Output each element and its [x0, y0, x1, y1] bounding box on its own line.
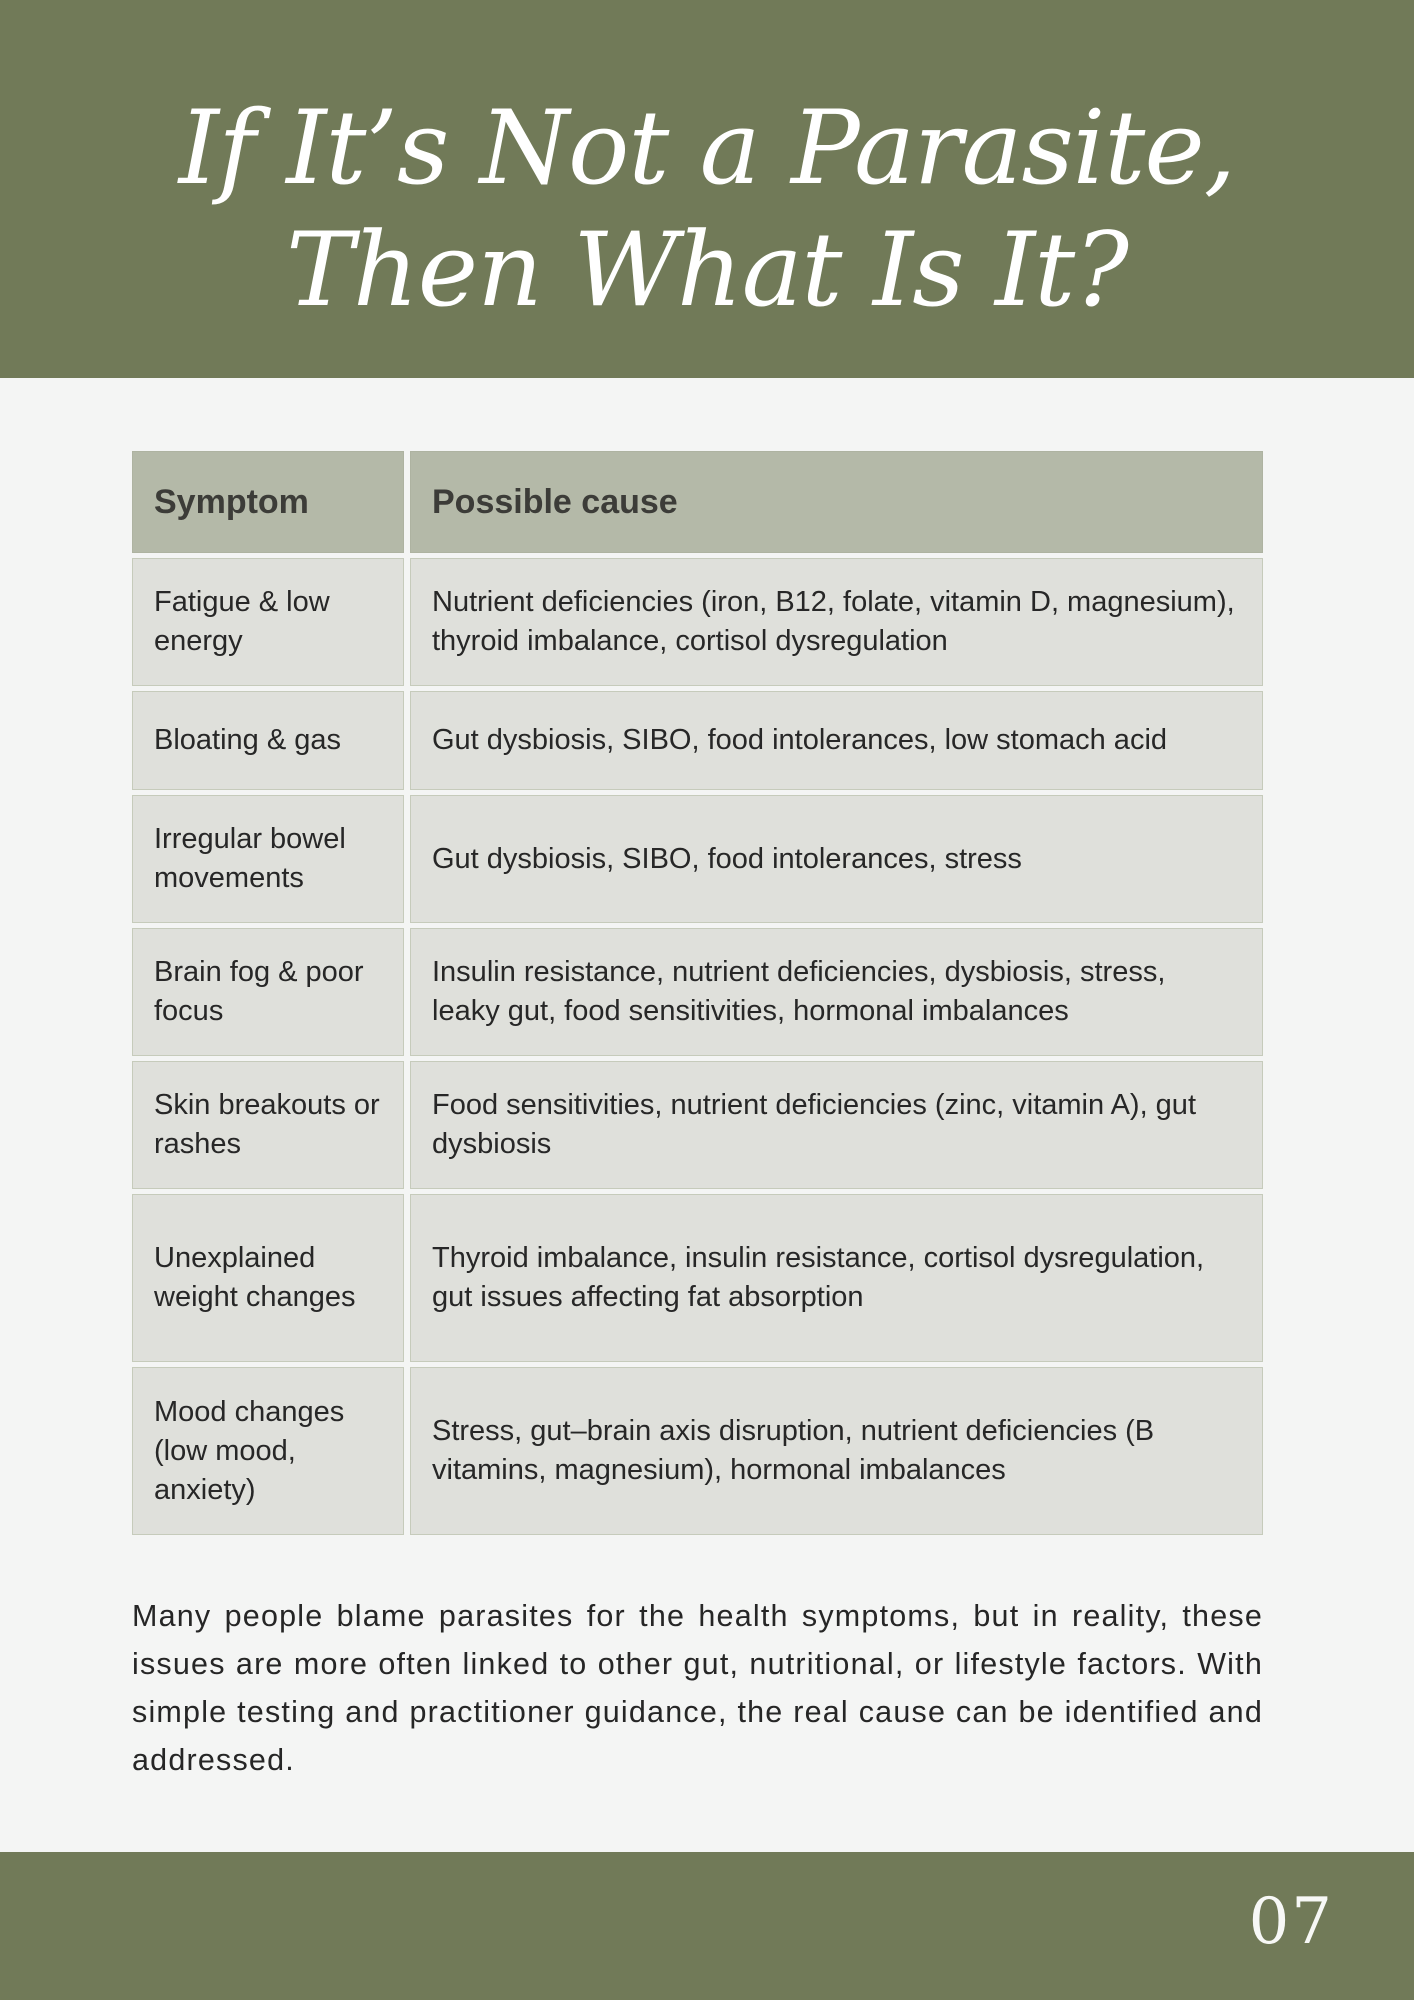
cause-cell: Thyroid imbalance, insulin resistance, cortisol dysregulation, gut issues affecting fat absorption [410, 1194, 1263, 1362]
header-possible-cause: Possible cause [410, 451, 1263, 553]
symptom-cell: Bloating & gas [132, 691, 404, 790]
cause-cell: Insulin resistance, nutrient deficiencies, dysbiosis, stress, leaky gut, food sensitivities, hormonal imbalances [410, 928, 1263, 1056]
table-row [132, 1194, 1263, 1362]
cause-cell: Food sensitivities, nutrient deficiencies (zinc, vitamin A), gut dysbiosis [410, 1061, 1263, 1189]
title-line-1: If It’s Not a Parasite, [178, 89, 1236, 208]
table-row [132, 1367, 1263, 1535]
symptom-table [132, 451, 1263, 1540]
symptom-cell: Skin breakouts or rashes [132, 1061, 404, 1189]
page-number: 07 [1248, 1885, 1334, 1959]
symptom-cell: Irregular bowel movements [132, 795, 404, 923]
header-banner [0, 0, 1414, 378]
symptom-cell: Mood changes (low mood, anxiety) [132, 1367, 404, 1535]
symptom-cell: Unexplained weight changes [132, 1194, 404, 1362]
page-title [0, 88, 1414, 332]
table-row [132, 795, 1263, 923]
table-row [132, 691, 1263, 790]
summary-paragraph: Many people blame parasites for the health symptoms, but in reality, these issues are more often linked to other gut, nutritional, or lifestyle factors. With simple testing and practitioner guidance, the real cause can be identified and addressed. [132, 1599, 1263, 1777]
table-row [132, 1061, 1263, 1189]
table-row [132, 928, 1263, 1056]
table-row [132, 558, 1263, 686]
table-header-row [132, 451, 1263, 553]
footer-banner [0, 1852, 1414, 2000]
header-symptom: Symptom [132, 451, 404, 553]
symptom-cell: Fatigue & low energy [132, 558, 404, 686]
symptom-cell: Brain fog & poor focus [132, 928, 404, 1056]
cause-cell: Gut dysbiosis, SIBO, food intolerances, stress [410, 795, 1263, 923]
cause-cell: Nutrient deficiencies (iron, B12, folate, vitamin D, magnesium), thyroid imbalance, cortisol dysregulation [410, 558, 1263, 686]
title-line-2: Then What Is It? [286, 211, 1128, 330]
cause-cell: Stress, gut–brain axis disruption, nutrient deficiencies (B vitamins, magnesium), hormonal imbalances [410, 1367, 1263, 1535]
cause-cell: Gut dysbiosis, SIBO, food intolerances, low stomach acid [410, 691, 1263, 790]
